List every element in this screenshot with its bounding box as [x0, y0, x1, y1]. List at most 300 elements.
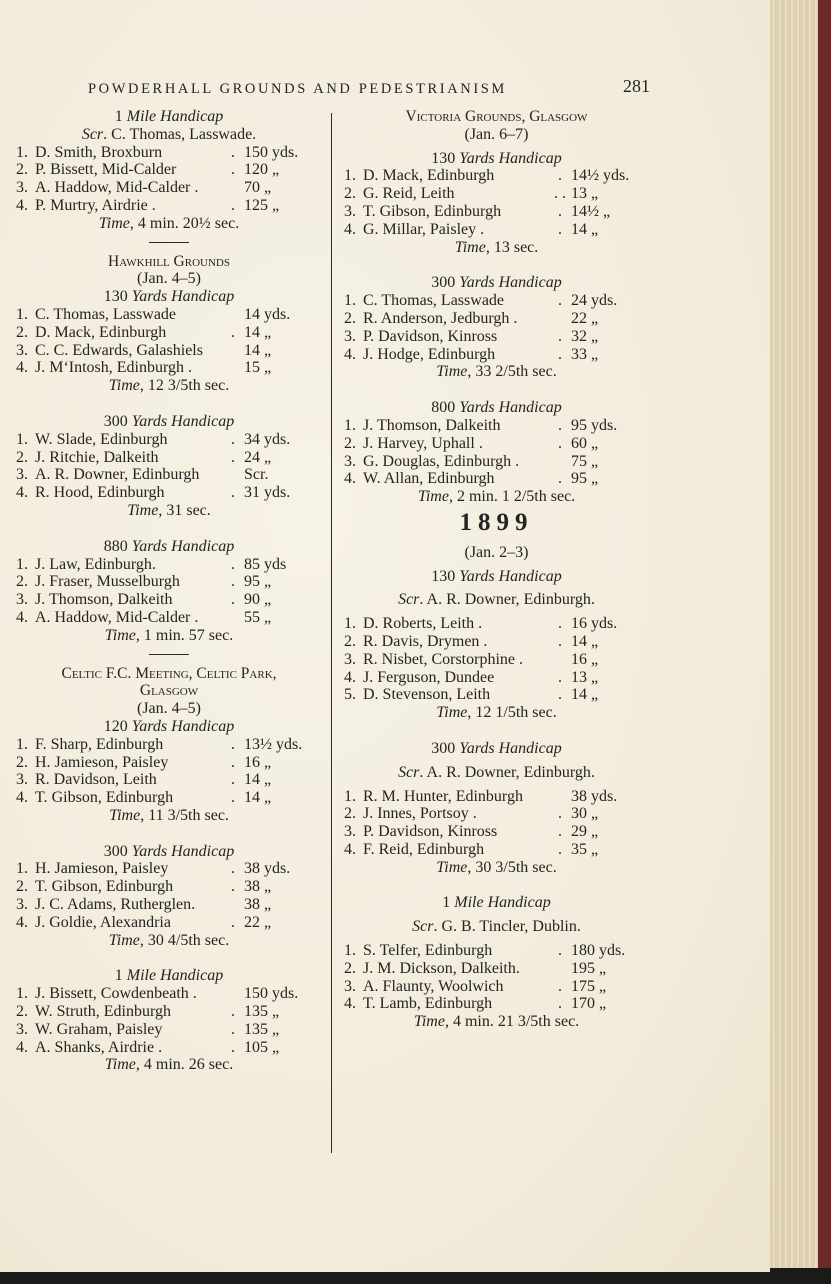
venue-heading: Celtic F.C. Meeting, Celtic Park, — [61, 664, 277, 682]
place-number: 1. — [344, 167, 356, 185]
competitor-name: H. Jamieson, Paisley — [35, 860, 169, 878]
event-group — [16, 288, 322, 644]
place-number: 2. — [344, 434, 356, 452]
competitor-name: D. Roberts, Leith . — [363, 615, 483, 633]
leader-dots: . — [558, 345, 562, 363]
distance: 130 — [431, 149, 460, 167]
competitor-name: J. Law, Edinburgh. — [35, 555, 156, 573]
handicap: 31 yds. — [244, 484, 291, 502]
scratch-line — [344, 764, 649, 782]
handicap: 95 „ — [571, 470, 599, 488]
leader-dots: . — [231, 484, 235, 502]
leader-dots: . — [558, 995, 562, 1013]
place-number: 2. — [16, 1003, 28, 1021]
event-block — [16, 718, 322, 825]
handicap: 16 yds. — [571, 615, 618, 633]
time-line — [344, 1013, 649, 1031]
place-number: 1. — [344, 615, 356, 633]
event-type: Yards Handicap — [459, 149, 562, 167]
venue-heading: Hawkhill Grounds — [108, 252, 230, 270]
event-title — [344, 568, 649, 586]
competitor-name: R. Davidson, Leith — [35, 771, 157, 789]
place-number: 1. — [16, 143, 28, 161]
time-line — [16, 502, 322, 520]
leader-dots: . — [231, 323, 235, 341]
result-row — [344, 346, 649, 364]
event-group — [344, 144, 649, 506]
event-title — [16, 288, 322, 306]
place-number: 1. — [344, 416, 356, 434]
label: Time — [104, 1056, 136, 1074]
competitor-name: A. R. Downer, Edinburgh — [35, 466, 200, 484]
leader-dots: . — [231, 878, 235, 896]
place-number: 4. — [16, 196, 28, 214]
handicap: 24 „ — [244, 448, 272, 466]
handicap: 34 yds. — [244, 430, 291, 448]
value: , 4 min. 20½ sec. — [129, 214, 240, 232]
label: Time — [108, 931, 140, 949]
competitor-name: J. Ferguson, Dundee — [363, 668, 495, 686]
event-block — [344, 562, 649, 722]
leader-dots: . — [231, 143, 235, 161]
place-number: 4. — [16, 484, 28, 502]
handicap: 175 „ — [571, 977, 607, 995]
event-type: Mile Handicap — [126, 108, 224, 125]
value: , 30 3/5th sec. — [467, 858, 557, 876]
meeting-date: (Jan. 6–7) — [464, 125, 529, 143]
time-line — [344, 488, 649, 506]
value: , 33 2/5th sec. — [467, 363, 557, 381]
place-number: 4. — [344, 995, 356, 1013]
competitor-name: G. Millar, Paisley . — [363, 220, 485, 238]
competitor-name: R. Hood, Edinburgh — [35, 484, 165, 502]
handicap: 13 „ — [571, 668, 599, 686]
place-number: 3. — [344, 823, 356, 841]
leader-dots — [549, 453, 571, 471]
result-row — [16, 736, 322, 754]
competitor-name: R. Anderson, Jedburgh . — [363, 309, 518, 327]
event-block — [16, 949, 322, 1074]
distance: 300 — [103, 842, 132, 860]
value: , 4 min. 26 sec. — [135, 1056, 234, 1074]
value: , 31 sec. — [158, 501, 211, 519]
competitor-name: W. Allan, Edinburgh — [363, 470, 495, 488]
results-list — [16, 144, 322, 215]
place-number: 3. — [344, 650, 356, 668]
time-line — [16, 1056, 322, 1074]
place-number: 2. — [16, 878, 28, 896]
label: Time — [109, 806, 141, 824]
event-type: Yards Handicap — [131, 412, 235, 430]
place-number: 4. — [344, 345, 356, 363]
handicap: 195 „ — [571, 959, 607, 977]
leader-dots: . — [558, 823, 562, 841]
competitor-name: G. Douglas, Edinburgh . — [363, 452, 520, 470]
label: Time — [413, 1013, 445, 1031]
right-column — [344, 108, 649, 1031]
leader-dots — [222, 179, 244, 197]
leader-dots: . — [231, 161, 235, 179]
competitor-name: T. Gibson, Edinburgh — [35, 789, 174, 807]
handicap: 14 „ — [571, 632, 599, 650]
event-type: Yards Handicap — [459, 739, 562, 757]
leader-dots: . — [231, 1003, 235, 1021]
time-line — [16, 215, 322, 233]
leader-dots: . — [558, 668, 562, 686]
place-number: 3. — [344, 977, 356, 995]
handicap: 38 „ — [244, 878, 272, 896]
leader-dots: . — [231, 913, 235, 931]
event-title — [16, 718, 322, 736]
time-line — [344, 363, 649, 381]
result-row — [344, 292, 649, 310]
event-type: Yards Handicap — [131, 537, 235, 555]
column-divider — [331, 113, 332, 1153]
event-title — [344, 740, 649, 758]
meeting-date: (Jan. 4–5) — [137, 270, 201, 288]
distance: 1 — [114, 967, 127, 985]
leader-dots — [549, 960, 571, 978]
event-type: Mile Handicap — [454, 894, 551, 912]
competitor-name: G. Reid, Leith — [363, 185, 455, 203]
event-title — [16, 108, 322, 126]
time-line — [16, 807, 322, 825]
leader-dots: . — [558, 220, 562, 238]
competitor-name: J. Innes, Portsoy . — [363, 805, 477, 823]
value: , 13 sec. — [485, 238, 539, 256]
event-block — [16, 825, 322, 950]
handicap: 95 yds. — [571, 416, 618, 434]
handicap: 29 „ — [571, 823, 599, 841]
distance: 300 — [431, 274, 460, 292]
handicap: 14 „ — [571, 220, 599, 238]
event-type: Yards Handicap — [131, 288, 235, 306]
leader-dots: . — [231, 430, 235, 448]
value: , 4 min. 21 3/5th sec. — [444, 1013, 580, 1031]
time-line — [344, 239, 649, 257]
distance: 800 — [431, 399, 460, 417]
result-row — [16, 449, 322, 467]
place-number: 1. — [344, 292, 356, 310]
place-number: 2. — [16, 323, 28, 341]
place-number: 2. — [344, 309, 356, 327]
handicap: 30 „ — [571, 805, 599, 823]
place-number: 3. — [16, 1020, 28, 1038]
leader-dots: . — [558, 470, 562, 488]
result-row — [16, 197, 322, 215]
result-row — [344, 615, 649, 633]
distance: 120 — [103, 717, 132, 735]
time-line — [16, 932, 322, 950]
place-number: 1. — [16, 305, 28, 323]
scratch-line — [344, 591, 649, 609]
time-line — [344, 704, 649, 722]
leader-dots: . — [558, 327, 562, 345]
value: . A. R. Downer, Edinburgh. — [419, 763, 595, 781]
handicap: 15 „ — [244, 359, 272, 377]
leader-dots — [222, 359, 244, 377]
result-row — [16, 342, 322, 360]
value: , 30 4/5th sec. — [139, 931, 230, 949]
leader-dots: . — [231, 591, 235, 609]
place-number: 2. — [344, 185, 356, 203]
competitor-name: P. Bissett, Mid-Calder — [35, 161, 177, 179]
result-row — [16, 144, 322, 162]
place-number: 4. — [16, 359, 28, 377]
running-title: POWDERHALL GROUNDS AND PEDESTRIANISM — [88, 81, 507, 97]
competitor-name: C. Thomas, Lasswade — [35, 305, 177, 323]
place-number: 1. — [344, 787, 356, 805]
result-row — [344, 417, 649, 435]
place-number: 1. — [16, 735, 28, 753]
place-number: 4. — [16, 913, 28, 931]
distance: 130 — [431, 567, 460, 585]
competitor-name: S. Telfer, Edinburgh — [363, 942, 493, 960]
result-row — [16, 484, 322, 502]
competitor-name: J. C. Adams, Rutherglen. — [35, 896, 196, 914]
result-row — [16, 573, 322, 591]
leader-dots: . — [231, 735, 235, 753]
result-row — [344, 203, 649, 221]
place-number: 1. — [16, 860, 28, 878]
handicap: 16 „ — [244, 753, 272, 771]
section-rule — [149, 654, 189, 655]
competitor-name: A. Flaunty, Woolwich — [363, 977, 504, 995]
competitor-name: J. Hodge, Edinburgh — [363, 345, 496, 363]
event-title — [344, 274, 649, 292]
event-type: Yards Handicap — [459, 567, 562, 585]
result-row — [16, 771, 322, 789]
result-row — [344, 167, 649, 185]
competitor-name: F. Reid, Edinburgh — [363, 840, 485, 858]
handicap: 180 yds. — [571, 942, 626, 960]
result-row — [344, 978, 649, 996]
handicap: 170 „ — [571, 995, 607, 1013]
event-group — [344, 562, 649, 1032]
competitor-name: W. Struth, Edinburgh — [35, 1003, 172, 1021]
result-row — [16, 466, 322, 484]
label: Scr — [412, 918, 434, 936]
leader-dots: . — [558, 416, 562, 434]
label: Time — [417, 488, 449, 506]
result-row — [344, 633, 649, 651]
handicap: 38 yds. — [244, 860, 291, 878]
event-title — [344, 894, 649, 912]
result-row — [16, 359, 322, 377]
result-row — [16, 860, 322, 878]
result-row — [344, 805, 649, 823]
place-number: 3. — [344, 202, 356, 220]
place-number: 3. — [16, 896, 28, 914]
result-row — [16, 431, 322, 449]
handicap: 24 yds. — [571, 292, 618, 310]
competitor-name: R. M. Hunter, Edinburgh — [363, 787, 523, 805]
leader-dots — [549, 310, 571, 328]
meeting-date: (Jan. 2–3) — [464, 543, 529, 561]
leader-dots: . — [558, 615, 562, 633]
leader-dots — [222, 342, 244, 360]
label: Scr — [398, 591, 420, 609]
time-line — [16, 377, 322, 395]
competitor-name: P. Davidson, Kinross — [363, 823, 498, 841]
event-title — [16, 967, 322, 985]
handicap: 135 „ — [244, 1003, 280, 1021]
section-rule — [149, 242, 189, 243]
competitor-name: F. Sharp, Edinburgh — [35, 735, 164, 753]
leader-dots: . — [231, 753, 235, 771]
leader-dots: . — [231, 555, 235, 573]
label: Time — [104, 626, 136, 644]
competitor-name: A. Shanks, Airdrie . — [35, 1038, 163, 1056]
leader-dots: . — [558, 805, 562, 823]
competitor-name: J. Harvey, Uphall . — [363, 434, 483, 452]
competitor-name: R. Davis, Drymen . — [363, 632, 488, 650]
place-number: 4. — [344, 470, 356, 488]
handicap: 75 „ — [571, 452, 599, 470]
result-row — [16, 179, 322, 197]
place-number: 2. — [16, 448, 28, 466]
result-row — [344, 185, 649, 203]
event-title — [16, 413, 322, 431]
result-row — [16, 306, 322, 324]
competitor-name: D. Mack, Edinburgh — [363, 167, 495, 185]
result-row — [344, 788, 649, 806]
result-row — [344, 960, 649, 978]
event-group — [16, 718, 322, 1074]
place-number: 4. — [344, 220, 356, 238]
competitor-name: W. Graham, Paisley — [35, 1020, 163, 1038]
value: , 12 3/5th sec. — [139, 377, 230, 395]
handicap: 95 „ — [244, 573, 272, 591]
handicap: Scr. — [244, 466, 269, 484]
event-type: Yards Handicap — [459, 399, 562, 417]
competitor-name: D. Stevenson, Leith — [363, 686, 491, 704]
leader-dots: . — [231, 789, 235, 807]
value: . G. B. Tincler, Dublin. — [433, 918, 581, 936]
competitor-name: A. Haddow, Mid-Calder . — [35, 608, 199, 626]
handicap: 105 „ — [244, 1038, 280, 1056]
competitor-name: J. Thomson, Dalkeith — [363, 416, 501, 434]
place-number: 2. — [16, 753, 28, 771]
handicap: 22 „ — [244, 913, 272, 931]
result-row — [344, 651, 649, 669]
event-block — [16, 288, 322, 395]
leader-dots — [222, 466, 244, 484]
leader-dots: . — [231, 573, 235, 591]
value: , 12 1/5th sec. — [467, 704, 557, 722]
distance: 130 — [103, 288, 132, 306]
result-row — [16, 1003, 322, 1021]
leader-dots: . — [558, 942, 562, 960]
result-row — [344, 453, 649, 471]
place-number: 3. — [344, 452, 356, 470]
leader-dots: . — [558, 686, 562, 704]
scratch-line — [344, 918, 649, 936]
competitor-name: P. Murtry, Airdrie . — [35, 196, 156, 214]
leader-dots: . — [231, 1020, 235, 1038]
meeting-date: (Jan. 4–5) — [137, 700, 201, 718]
handicap: 125 „ — [244, 196, 280, 214]
leader-dots: . — [558, 434, 562, 452]
competitor-name: H. Jamieson, Paisley — [35, 753, 169, 771]
label: Time — [436, 704, 468, 722]
event-block — [344, 381, 649, 506]
place-number: 4. — [344, 840, 356, 858]
competitor-name: J. Bissett, Cowdenbeath . — [35, 985, 197, 1003]
page-header — [88, 76, 650, 100]
handicap: 35 „ — [571, 840, 599, 858]
distance: 1 — [442, 894, 455, 912]
place-number: 4. — [16, 789, 28, 807]
page-edges — [770, 0, 820, 1268]
leader-dots — [222, 609, 244, 627]
result-row — [16, 161, 322, 179]
handicap: 38 yds. — [571, 787, 618, 805]
result-row — [16, 556, 322, 574]
scratch-line — [16, 126, 322, 144]
result-row — [344, 823, 649, 841]
competitor-name: P. Davidson, Kinross — [363, 327, 498, 345]
event-type: Yards Handicap — [131, 842, 235, 860]
distance: 300 — [103, 412, 132, 430]
handicap: 120 „ — [244, 161, 280, 179]
handicap: 150 yds. — [244, 143, 299, 161]
label: Time — [98, 214, 130, 232]
result-row — [16, 985, 322, 1003]
book-cover-edge — [818, 0, 831, 1268]
competitor-name: J. M‘Intosh, Edinburgh . — [35, 359, 193, 377]
value: , 1 min. 57 sec. — [135, 626, 234, 644]
place-number: 4. — [16, 608, 28, 626]
handicap: 14 „ — [244, 341, 272, 359]
leader-dots: . — [558, 977, 562, 995]
left-column — [16, 108, 322, 1074]
competitor-name: C. C. Edwards, Galashiels — [35, 341, 203, 359]
result-row — [344, 221, 649, 239]
label: Time — [436, 858, 468, 876]
handicap: 16 „ — [571, 650, 599, 668]
competitor-name: W. Slade, Edinburgh — [35, 430, 168, 448]
event-type: Mile Handicap — [126, 967, 224, 985]
place-number: 2. — [16, 573, 28, 591]
handicap: 135 „ — [244, 1020, 280, 1038]
place-number: 2. — [16, 161, 28, 179]
event-block — [344, 256, 649, 381]
handicap: 14 „ — [244, 323, 272, 341]
event-title — [16, 538, 322, 556]
competitor-name: J. Fraser, Musselburgh — [35, 573, 180, 591]
result-row — [16, 754, 322, 772]
value: , 2 min. 1 2/5th sec. — [448, 488, 576, 506]
event-type: Yards Handicap — [131, 717, 235, 735]
place-number: 1. — [16, 430, 28, 448]
result-row — [16, 324, 322, 342]
event-block — [344, 722, 649, 877]
result-row — [344, 686, 649, 704]
result-row — [344, 942, 649, 960]
event-title — [344, 150, 649, 168]
event-block — [16, 520, 322, 645]
handicap: 14 „ — [244, 789, 272, 807]
leader-dots: . — [558, 167, 562, 185]
competitor-name: R. Nisbet, Corstorphine . — [363, 650, 523, 668]
competitor-name: T. Lamb, Edinburgh — [363, 995, 493, 1013]
page-number: 281 — [623, 76, 650, 96]
competitor-name: T. Gibson, Edinburgh — [363, 202, 502, 220]
leader-dots — [549, 788, 571, 806]
result-row — [16, 896, 322, 914]
time-line — [16, 627, 322, 645]
